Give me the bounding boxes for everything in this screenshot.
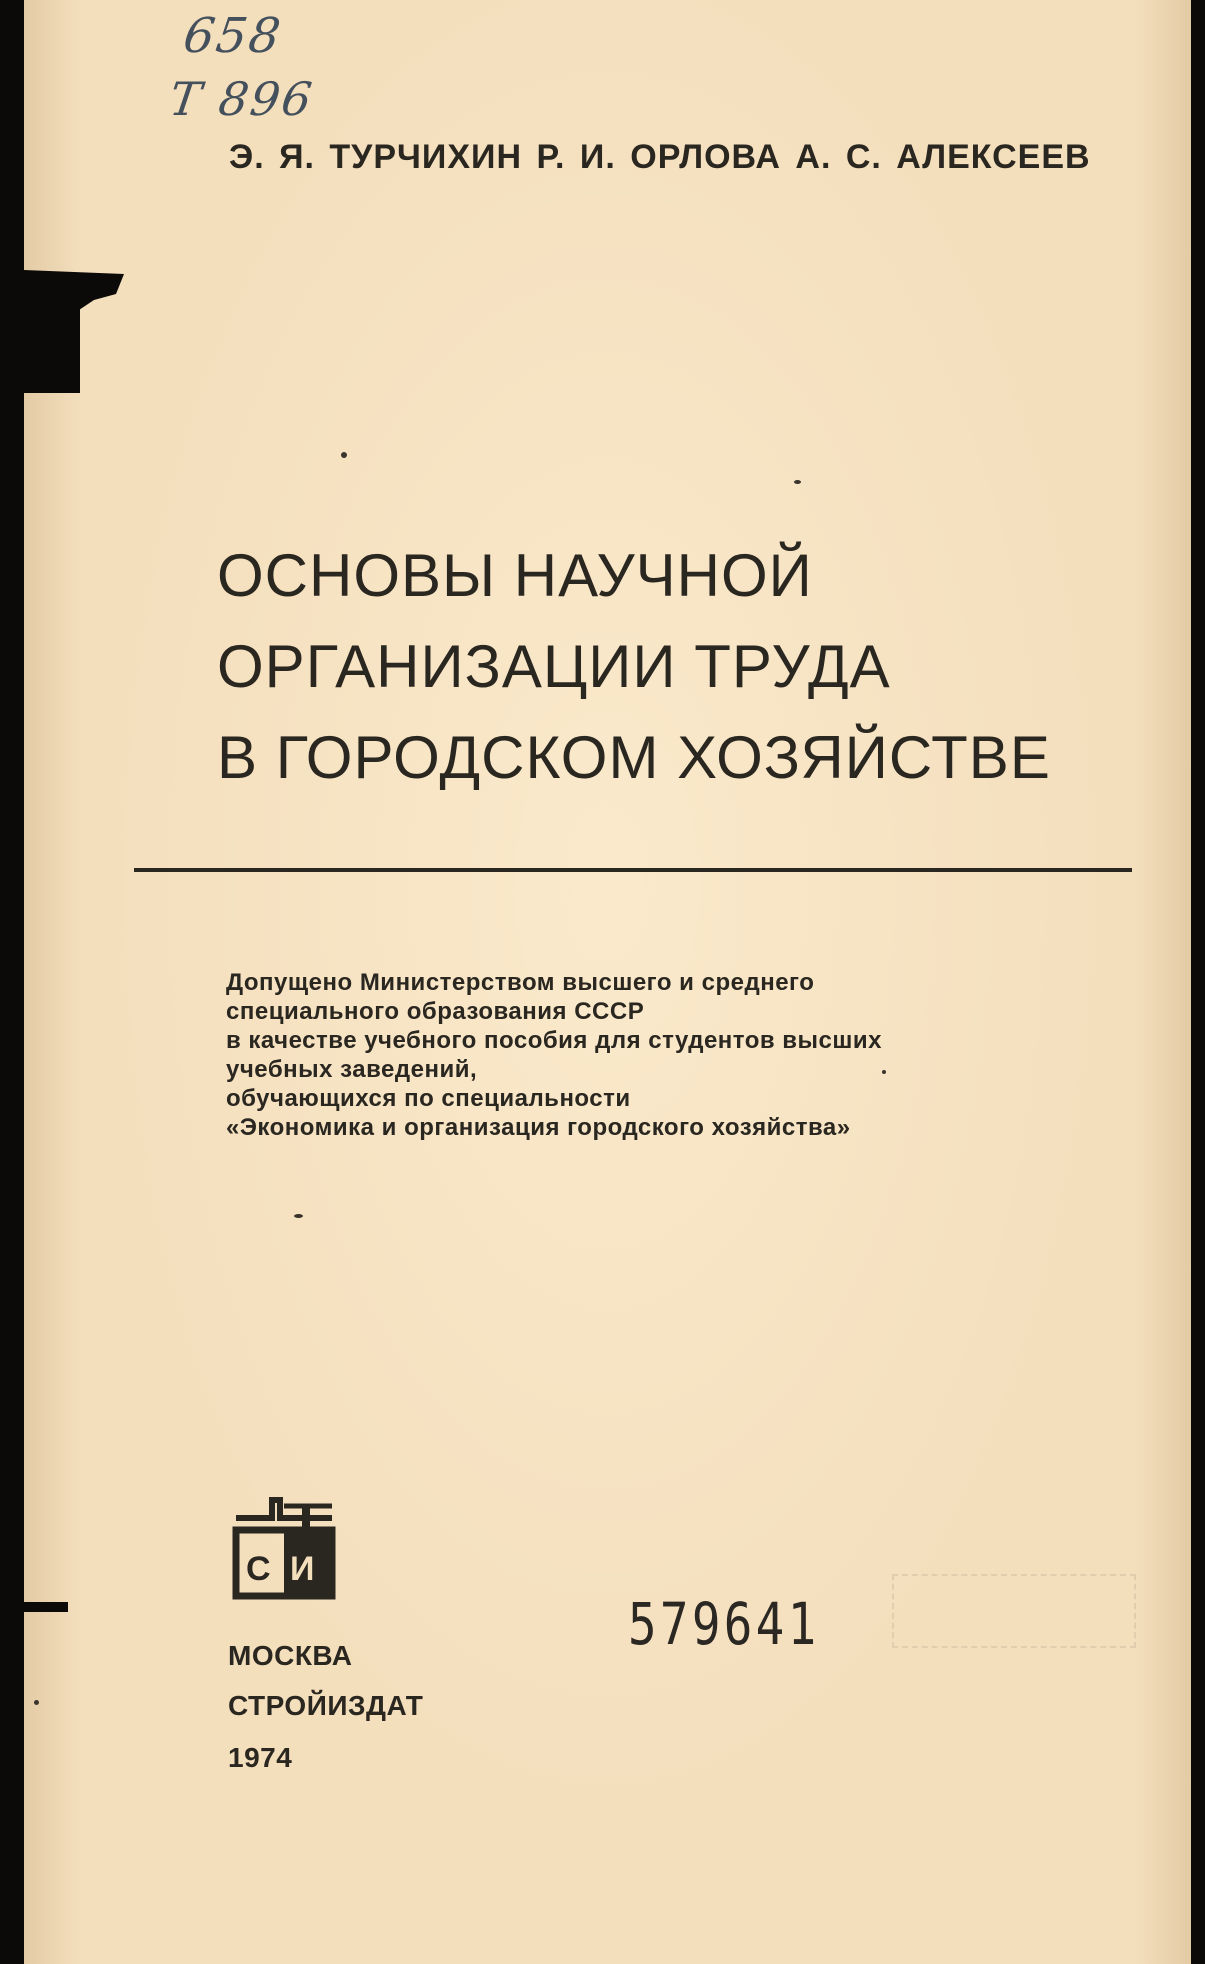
faded-library-stamp <box>892 1574 1136 1648</box>
book-title <box>217 530 1051 803</box>
title-line: ОСНОВЫ НАУЧНОЙ <box>217 542 813 609</box>
paper-speck <box>34 1700 39 1705</box>
inventory-number: 579641 <box>628 1590 820 1658</box>
approval-statement <box>226 968 882 1142</box>
title-page <box>24 0 1191 1964</box>
logo-letter-s: С <box>246 1550 271 1588</box>
imprint-publisher: СТРОЙИЗДАТ <box>228 1690 424 1721</box>
binding-tear-top <box>24 270 124 310</box>
approval-line: обучающихся по специальности <box>226 1085 631 1112</box>
paper-speck <box>341 452 347 458</box>
approval-line: Допущено Министерством высшего и среднего <box>226 969 815 996</box>
binding-tear-bottom <box>24 1602 68 1612</box>
approval-line: учебных заведений, <box>226 1056 478 1083</box>
title-line: ОРГАНИЗАЦИИ ТРУДА <box>217 633 891 700</box>
logo-letter-i: И <box>290 1550 315 1588</box>
imprint-year: 1974 <box>228 1742 293 1773</box>
approval-line: «Экономика и организация городского хозяйства» <box>226 1114 851 1141</box>
approval-line: специального образования СССР <box>226 998 645 1025</box>
paper-speck <box>294 1214 303 1218</box>
shelfmark-line1: 658 <box>180 8 286 64</box>
approval-line: в качестве учебного пособия для студентов высших <box>226 1027 883 1054</box>
publisher-logo-icon <box>232 1496 338 1600</box>
binding-tear-mid <box>24 305 80 393</box>
title-divider <box>134 868 1132 872</box>
shelfmark-line2: Т 896 <box>166 72 317 126</box>
paper-speck <box>794 480 801 484</box>
authors: Э. Я. ТУРЧИХИН Р. И. ОРЛОВА А. С. АЛЕКСЕЕВ <box>229 138 1091 176</box>
imprint-city: МОСКВА <box>228 1640 353 1671</box>
paper-speck <box>882 1070 886 1074</box>
title-line: В ГОРОДСКОМ ХОЗЯЙСТВЕ <box>217 724 1051 791</box>
